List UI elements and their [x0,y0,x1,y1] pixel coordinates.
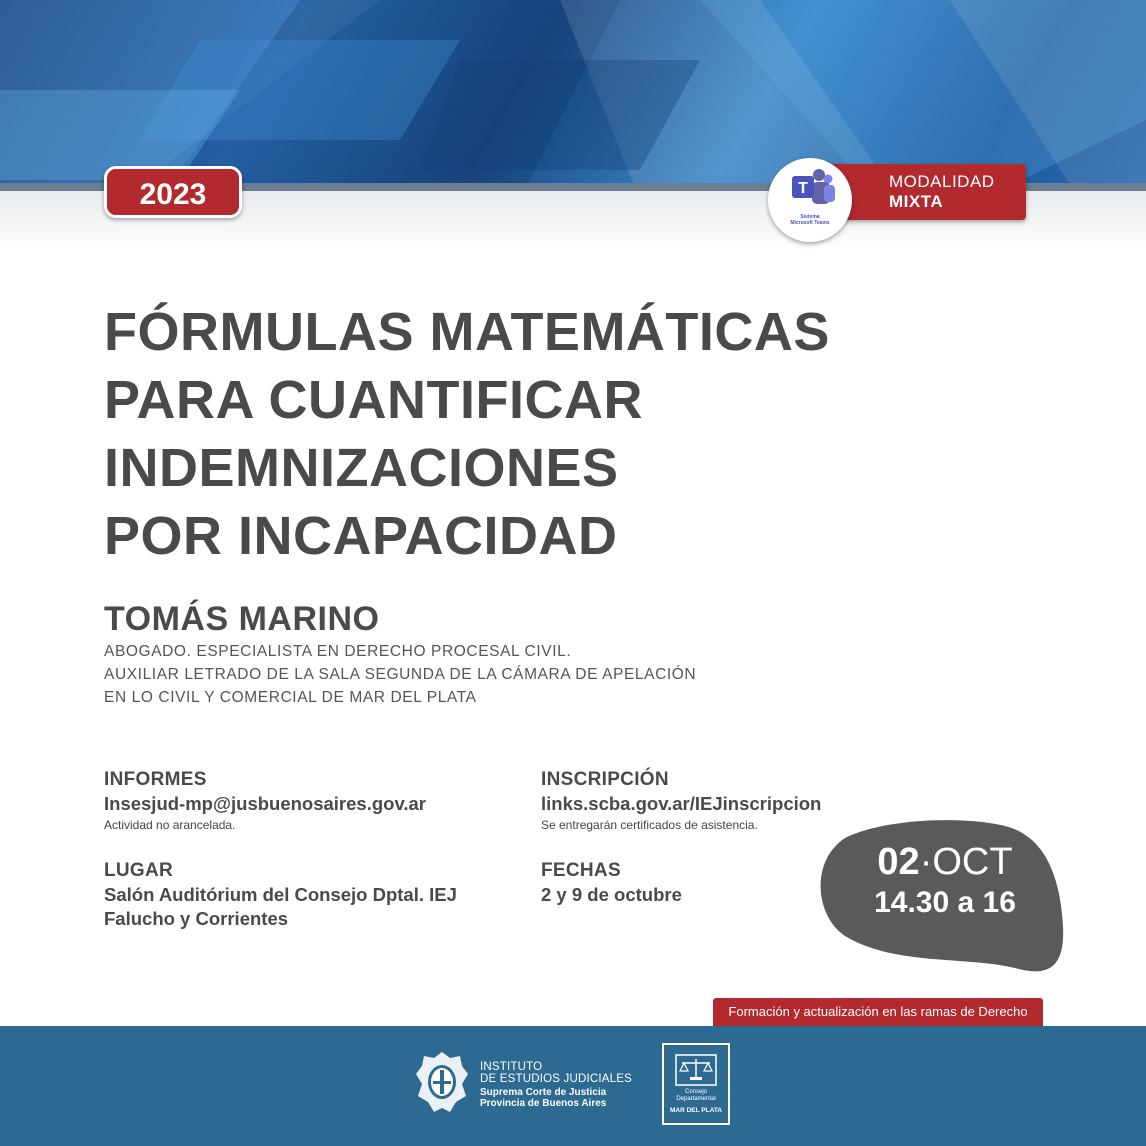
title-line: FÓRMULAS MATEMÁTICAS [104,302,830,362]
title-line: PARA CUANTIFICAR [104,370,643,430]
informes-note: Actividad no arancelada. [104,818,236,832]
teams-icon [768,162,852,218]
council-line: MAR DEL PLATA [670,1107,722,1114]
event-title [104,298,1004,570]
institute-line: DE ESTUDIOS JUDICIALES [480,1073,633,1085]
inscripcion-link[interactable]: links.scba.gov.ar/IEJinscripcion [541,793,822,814]
tagline: Formación y actualización en las ramas de Derecho [713,998,1043,1026]
speaker-desc-line: EN LO CIVIL Y COMERCIAL DE MAR DEL PLATA [104,689,477,706]
date-badge [815,840,1075,922]
informes-block [104,768,426,834]
council-line: Consejo [684,1089,707,1095]
institute-name [480,1061,632,1109]
date-day: 02 [877,841,920,883]
lugar-line: Salón Auditórium del Consejo Dptal. IEJ [104,884,457,905]
speaker-description [104,640,696,709]
inscripcion-block [541,768,821,834]
institute-line: Suprema Corte de Justicia [480,1087,607,1098]
year-badge: 2023 [104,166,242,218]
lugar-line: Falucho y Corrientes [104,908,289,929]
fechas-value: 2 y 9 de octubre [541,884,682,905]
institute-crest-icon [414,1050,470,1118]
inscripcion-note: Se entregarán certificados de asistencia. [541,818,758,832]
informes-heading: INFORMES [104,769,207,790]
teams-caption-1: Sistema [800,214,820,220]
lugar-block [104,859,457,931]
svg-text:T: T [798,180,808,197]
institute-line: Provincia de Buenos Aires [480,1098,607,1109]
fechas-heading: FECHAS [541,860,621,881]
title-line: POR INCAPACIDAD [104,506,618,566]
date-separator: · [919,841,933,883]
inscripcion-heading: INSCRIPCIÓN [541,769,669,790]
date-month: OCT [932,841,1013,883]
fechas-block [541,859,682,907]
informes-email[interactable]: Insesjud-mp@jusbuenosaires.gov.ar [104,793,426,814]
speaker-desc-line: ABOGADO. ESPECIALISTA EN DERECHO PROCESAL CIVIL. [104,643,572,660]
modality-label: MODALIDAD [889,172,995,191]
speaker-desc-line: AUXILIAR LETRADO DE LA SALA SEGUNDA DE LA CÁMARA DE APELACIÓN [104,666,697,683]
council-logo [662,1043,730,1125]
teams-caption-2: Microsoft Teams [790,220,830,226]
institute-line: INSTITUTO [480,1061,543,1073]
teams-logo [768,158,852,242]
title-line: INDEMNIZACIONES [104,438,619,498]
speaker-name: TOMÁS MARINO [104,600,380,638]
council-scales-icon [664,1049,728,1089]
date-time: 14.30 a 16 [874,886,1016,919]
modality-value: MIXTA [889,192,944,211]
modality-badge [825,164,1026,220]
council-line: Departamental [676,1096,716,1102]
lugar-heading: LUGAR [104,860,174,881]
